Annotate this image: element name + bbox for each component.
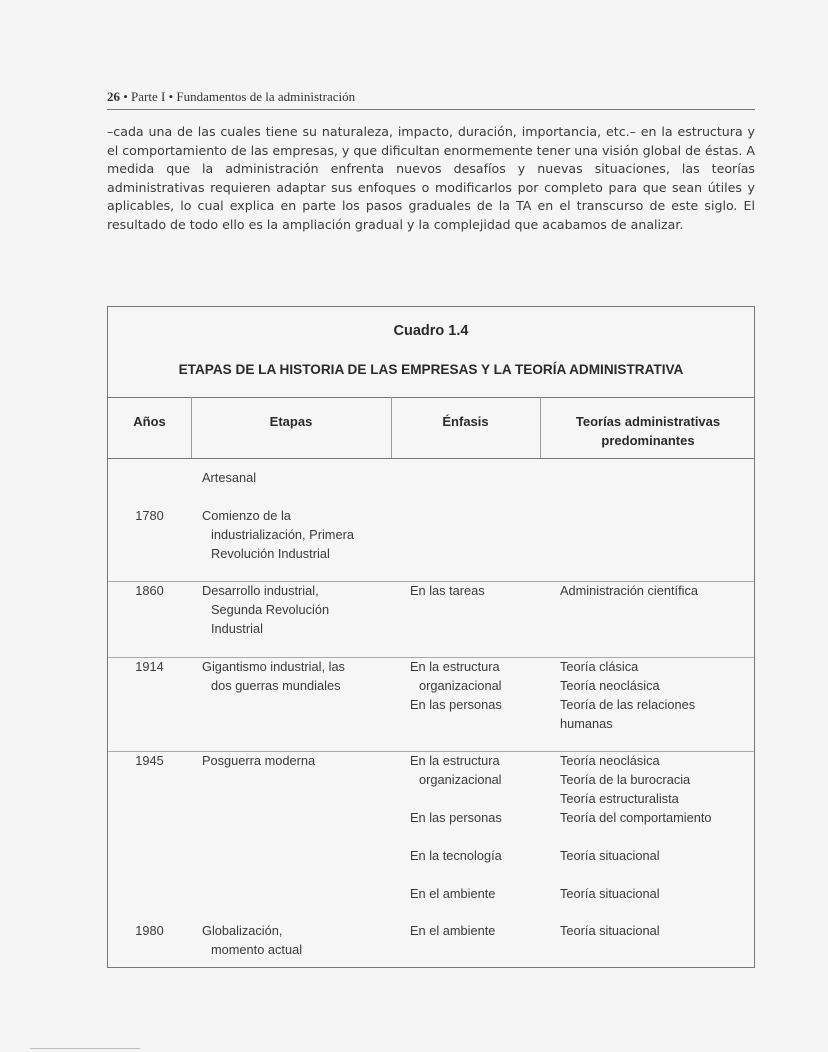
cell-line: Teoría neoclásica [560, 678, 660, 693]
cell-line: Teoría situacional [560, 923, 660, 938]
header-bottom-rule [108, 458, 754, 459]
column-header-line: Etapas [269, 414, 313, 429]
cell-line: Industrial [211, 621, 263, 636]
cell-line: Posguerra moderna [202, 753, 316, 768]
cell-line: organizacional [419, 678, 502, 693]
stage-cell [202, 581, 392, 638]
cell-line: Teoría de las relaciones [560, 697, 696, 712]
column-header-stages [191, 412, 391, 431]
theories-cell [560, 751, 750, 903]
cell-line: Teoría del comportamiento [560, 810, 712, 825]
theories-cell [560, 657, 750, 733]
cell-line: En las tareas [410, 583, 485, 598]
stage-cell [202, 921, 392, 959]
emphasis-cell [410, 581, 550, 600]
stage-cell [202, 657, 392, 695]
running-header [107, 89, 755, 110]
running-title: • Parte I • Fundamentos de la administración [120, 89, 356, 104]
column-header-years [108, 412, 191, 431]
year-cell: 1780 [135, 508, 164, 523]
table-row [108, 581, 754, 658]
cell-line: momento actual [211, 942, 303, 957]
cell-line: Administración científica [560, 583, 698, 598]
stage-cell [202, 506, 392, 563]
margin-rule [30, 1048, 140, 1049]
cell-line: organizacional [419, 772, 502, 787]
year-cell: 1980 [135, 923, 164, 938]
emphasis-cell [410, 751, 550, 903]
cell-line: Artesanal [202, 470, 257, 485]
cell-line: Revolución Industrial [211, 546, 330, 561]
table-row [108, 468, 754, 506]
stage-cell [202, 751, 392, 770]
table-box [107, 306, 755, 968]
cell-line: industrialización, Primera [211, 527, 354, 542]
cell-line: dos guerras mundiales [211, 678, 341, 693]
cell-line: En la estructura [410, 753, 500, 768]
column-header-line: Énfasis [442, 414, 489, 429]
stage-cell [202, 468, 392, 487]
theories-cell [560, 581, 750, 600]
cell-line: Teoría estructuralista [560, 791, 679, 806]
column-header-line: predominantes [601, 433, 695, 448]
body-paragraph: –cada una de las cuales tiene su naturaleza, impacto, duración, importancia, etc.– en la estructura y el comportamiento de las empresas, y que dificultan enormemente tener una visión global de éstas. A medida que la administración enfrenta nuevos desafíos y nuevas situaciones, las teorías administrativas requieren adaptar sus enfoques o modificarlos por completo para que sean útiles y aplicables, lo cual explica en parte los pasos graduales de la TA en el transcurso de este siglo. El resultado de todo ello es la ampliación gradual y la complejidad que acabamos de analizar. [107, 124, 755, 232]
cell-line: Teoría situacional [560, 886, 660, 901]
cell-line [560, 865, 750, 884]
table-caption-title: ETAPAS DE LA HISTORIA DE LAS EMPRESAS Y LA TEORÍA ADMINISTRATIVA [178, 362, 684, 377]
year-cell: 1914 [135, 659, 164, 674]
cell-line: humanas [560, 716, 613, 731]
cell-line: En el ambiente [410, 886, 496, 901]
cell-line: Desarrollo industrial, [202, 583, 319, 598]
cell-line [410, 789, 550, 808]
year-cell: 1860 [135, 583, 164, 598]
table-caption-number: Cuadro 1.4 [393, 323, 469, 339]
emphasis-cell [410, 657, 550, 714]
column-header-theories [540, 412, 756, 450]
table-row [108, 921, 754, 961]
cell-line: Teoría de la burocracia [560, 772, 691, 787]
cell-line [560, 827, 750, 846]
cell-line: En el ambiente [410, 923, 496, 938]
cell-line: En la tecnología [410, 848, 502, 863]
table-row [108, 506, 754, 582]
cell-line: Teoría clásica [560, 659, 639, 674]
column-header-line: Teorías administrativas [575, 414, 721, 429]
cell-line: Teoría situacional [560, 848, 660, 863]
theories-cell [560, 921, 750, 940]
cell-line: En las personas [410, 810, 502, 825]
cell-line: En la estructura [410, 659, 500, 674]
cell-line: Gigantismo industrial, las [202, 659, 345, 674]
table-row [108, 751, 754, 921]
page-number: 26 [107, 89, 120, 104]
cell-line: En las personas [410, 697, 502, 712]
cell-line: Segunda Revolución [211, 602, 330, 617]
cell-line [410, 865, 550, 884]
column-header-line: Años [133, 414, 166, 429]
cell-line: Comienzo de la [202, 508, 291, 523]
emphasis-cell [410, 921, 550, 940]
table-row [108, 657, 754, 752]
column-header-emphasis [391, 412, 540, 431]
cell-line: Teoría neoclásica [560, 753, 660, 768]
header-top-rule [108, 397, 754, 398]
cell-line: Globalización, [202, 923, 283, 938]
cell-line [410, 827, 550, 846]
year-cell: 1945 [135, 753, 164, 768]
